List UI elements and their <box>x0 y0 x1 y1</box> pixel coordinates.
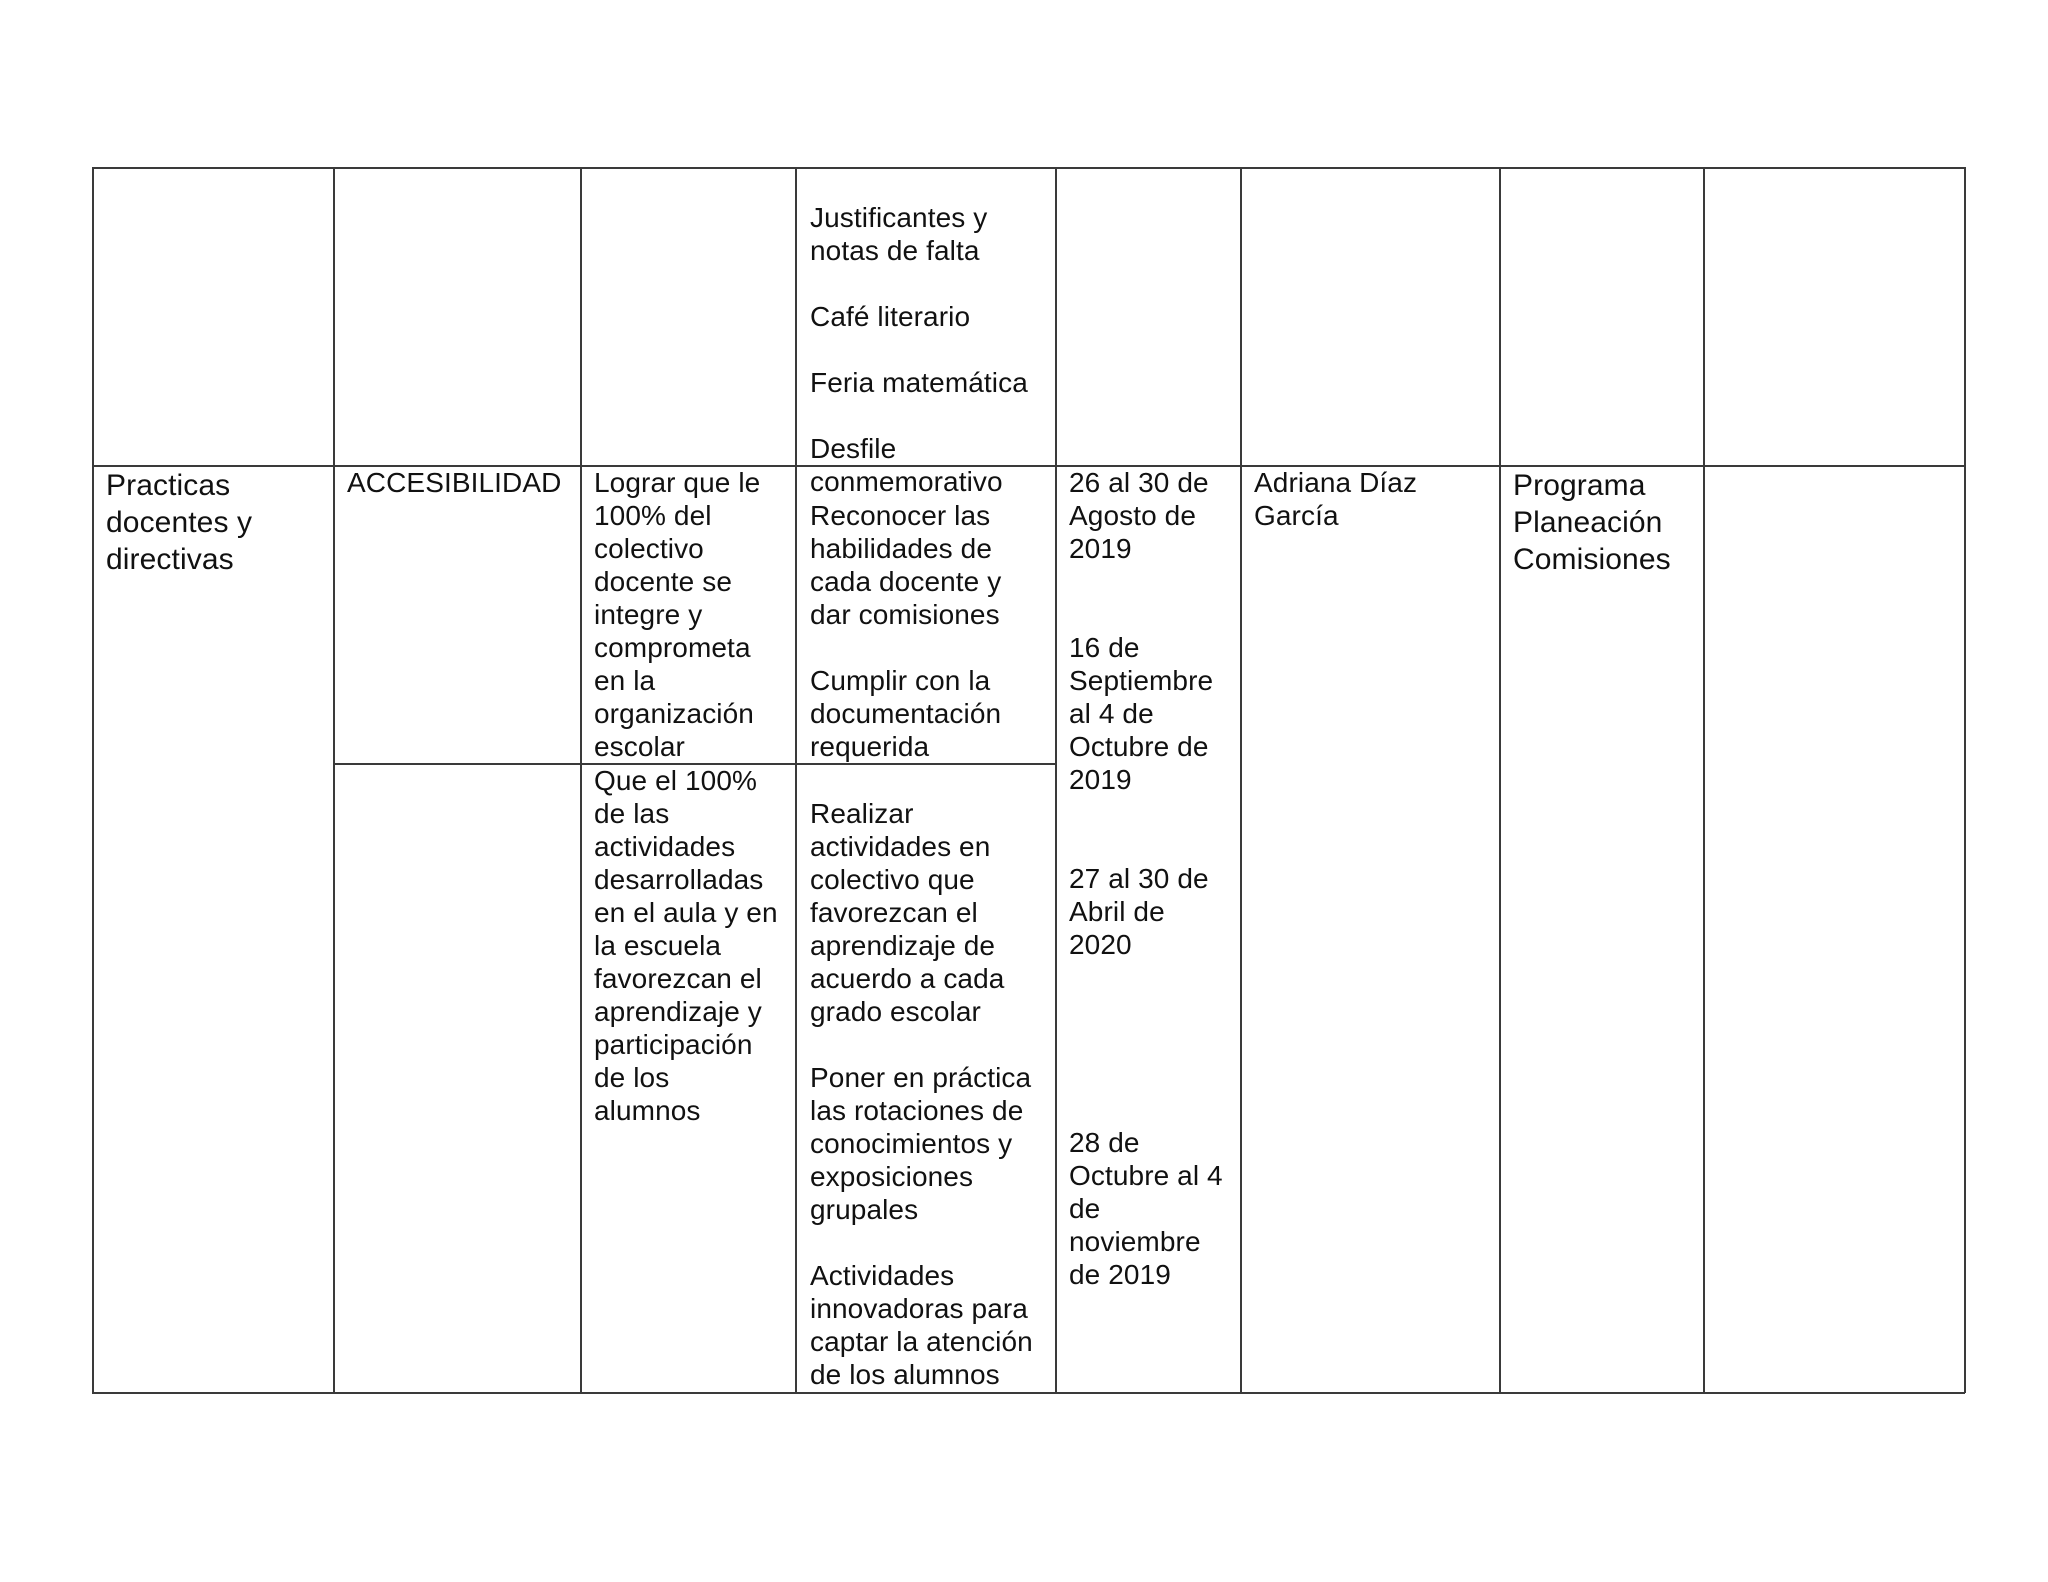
actions-cell-2 <box>810 764 1050 1391</box>
dimension-cell: ACCESIBILIDAD <box>347 467 562 498</box>
area-cell: Practicas docentes y directivas <box>106 469 253 576</box>
col-line <box>1055 167 1057 1393</box>
col-line <box>1703 167 1705 1393</box>
responsible-cell: Adriana Díaz García <box>1254 467 1418 531</box>
objective-cell-1: Lograr que le 100% del colectivo docente se integre y comprometa en la organización escolar <box>594 467 761 762</box>
action-text: Desfile conmemorativo <box>810 433 1003 497</box>
resources-cell: Programa Planeación Comisiones <box>1513 469 1671 576</box>
actions-cell-1 <box>810 466 1050 763</box>
objective-cell-2: Que el 100% de las actividades desarrolladas en el aula y en la escuela favorezcan el aprendizaje y participación de los alumnos <box>594 765 778 1126</box>
date-text: 28 de Octubre al 4 de noviembre de 2019 <box>1069 1127 1223 1290</box>
top-actions-cell <box>810 168 1050 498</box>
table-border-right <box>1964 167 1966 1393</box>
col-line <box>92 167 94 1393</box>
col-line <box>1499 167 1501 1393</box>
action-text: Actividades innovadoras para captar la atención de los alumnos <box>810 1260 1033 1390</box>
date-text: 27 al 30 de Abril de 2020 <box>1069 863 1209 960</box>
action-text: Cumplir con la documentación requerida <box>810 665 1002 762</box>
action-text: Poner en práctica las rotaciones de conocimientos y exposiciones grupales <box>810 1062 1032 1225</box>
col-line <box>580 167 582 1393</box>
date-text: 26 al 30 de Agosto de 2019 <box>1069 467 1209 564</box>
table-border-bottom <box>92 1392 1965 1394</box>
col-line <box>795 167 797 1393</box>
col-line <box>1240 167 1242 1393</box>
action-text: Realizar actividades en colectivo que favorezcan el aprendizaje de acuerdo a cada grado escolar <box>810 798 1005 1027</box>
date-text: 16 de Septiembre al 4 de Octubre de 2019 <box>1069 632 1214 795</box>
col-line <box>333 167 335 1393</box>
action-text: Café literario <box>810 301 971 332</box>
action-text: Reconocer las habilidades de cada docente y dar comisiones <box>810 500 1002 630</box>
action-text: Justificantes y notas de falta <box>810 202 988 266</box>
action-text: Feria matemática <box>810 367 1028 398</box>
